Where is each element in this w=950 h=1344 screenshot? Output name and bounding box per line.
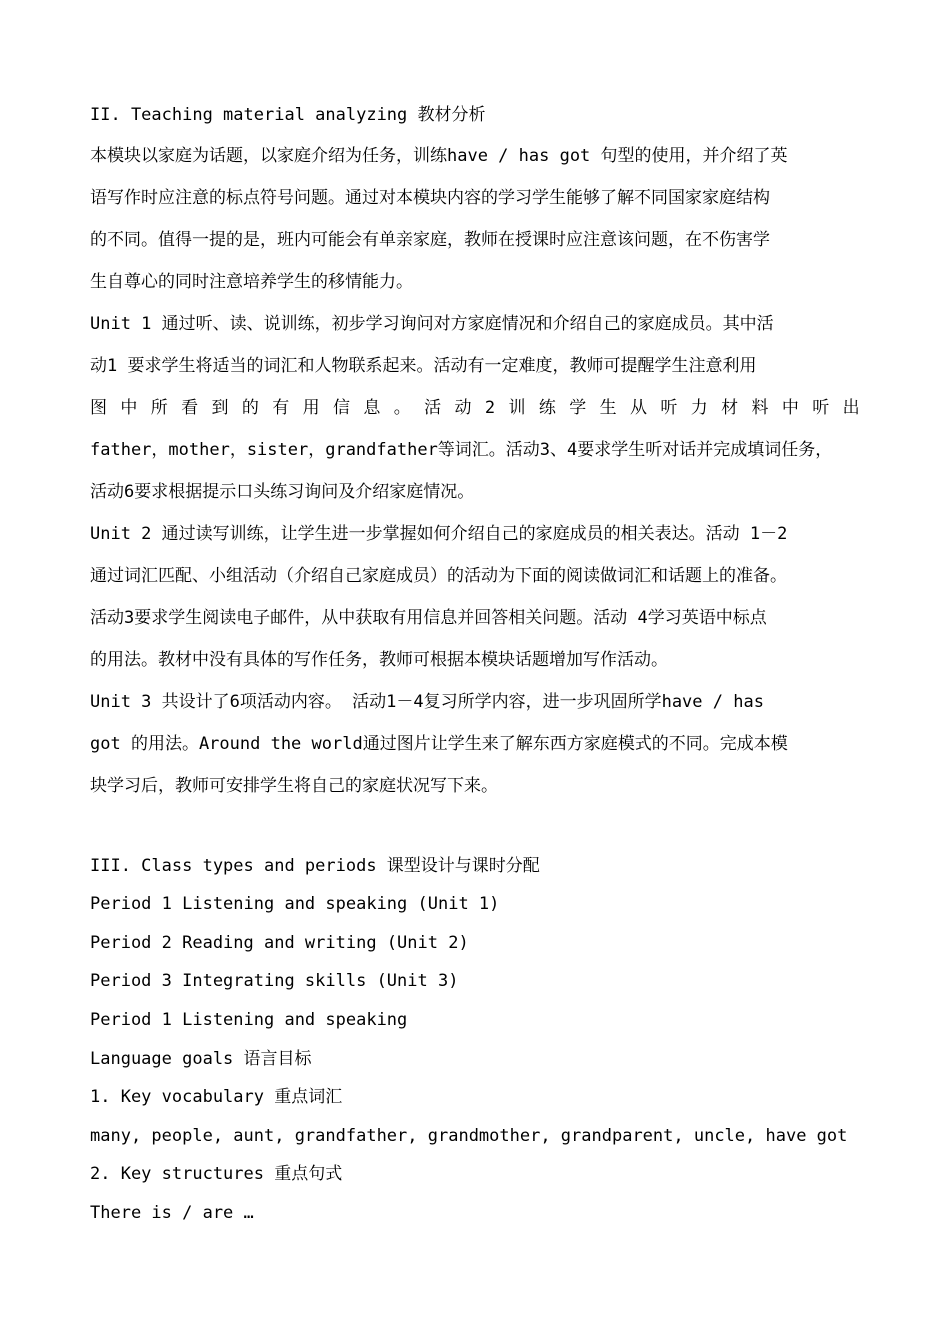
section-heading-teaching-material: II. Teaching material analyzing 教材分析 (90, 105, 486, 125)
justified-char: 材 (721, 397, 739, 418)
justified-char: 中 (120, 397, 138, 418)
justified-char: 学 (569, 397, 587, 418)
text-line: 动1 要求学生将适当的词汇和人物联系起来。活动有一定难度，教师可提醒学生注意利用 (90, 355, 757, 376)
text-line: 活动6要求根据提示口头练习询问及介绍家庭情况。 (90, 481, 475, 502)
text-line: 活动3要求学生阅读电子邮件，从中获取有用信息并回答相关问题。活动 4学习英语中标点 (90, 607, 767, 628)
justified-char: 到 (211, 397, 229, 418)
blank-line (90, 807, 860, 847)
text-line: 生自尊心的同时注意培养学生的移情能力。 (90, 271, 413, 292)
justified-char: 。 (393, 397, 411, 418)
text-line: 通过词汇匹配、小组活动（介绍自己家庭成员）的活动为下面的阅读做词汇和话题上的准备。 (90, 565, 787, 586)
justified-char: 中 (781, 397, 799, 418)
section-heading-class-types: III. Class types and periods 课型设计与课时分配 (90, 855, 540, 876)
justified-char: 练 (538, 397, 556, 418)
justified-char: 活 (424, 397, 442, 418)
justified-char: 从 (630, 397, 647, 418)
justified-char: 出 (842, 397, 860, 418)
justified-char: 息 (363, 397, 381, 418)
text-line: 的用法。教材中没有具体的写作任务，教师可根据本模块话题增加写作活动。 (90, 649, 668, 670)
text-line: Unit 1 通过听、读、说训练，初步学习询问对方家庭情况和介绍自己的家庭成员。其中活 (90, 313, 774, 334)
text-line: father，mother，sister，grandfather等词汇。活动3、4要求学生听对话并完成填词任务， (90, 439, 833, 460)
text-line: 的不同。值得一提的是，班内可能会有单亲家庭，教师在授课时应注意该问题，在不伤害学 (90, 229, 770, 250)
paragraph-module-overview (90, 135, 860, 303)
justified-char: 2 (484, 397, 496, 418)
key-vocabulary-heading: 1. Key vocabulary 重点词汇 (90, 1087, 343, 1108)
text-line-justified (90, 387, 860, 429)
text-line: 本模块以家庭为话题，以家庭介绍为任务，训练have / has got 句型的使用，并介绍了英 (90, 145, 788, 166)
key-vocabulary-list: many, people, aunt, grandfather, grandmother, grandparent, uncle, have got (90, 1125, 848, 1146)
justified-char: 料 (751, 397, 769, 418)
justified-char: 听 (660, 397, 678, 418)
period-title: Period 1 Listening and speaking (90, 1009, 408, 1030)
justified-char: 图 (90, 397, 107, 418)
justified-char: 所 (150, 397, 168, 418)
paragraph-unit1 (90, 303, 860, 513)
justified-char: 听 (812, 397, 830, 418)
justified-char: 有 (272, 397, 290, 418)
justified-char: 看 (181, 397, 199, 418)
language-goals-heading: Language goals 语言目标 (90, 1048, 312, 1069)
text-line: Unit 2 通过读写训练，让学生进一步掌握如何介绍自己的家庭成员的相关表达。活动 1－2 (90, 523, 788, 544)
period-list-item: Period 2 Reading and writing (Unit 2) (90, 932, 469, 953)
paragraph-unit3 (90, 681, 860, 807)
key-structures-heading: 2. Key structures 重点句式 (90, 1164, 343, 1185)
text-line: Unit 3 共设计了6项活动内容。 活动1－4复习所学内容，进一步巩固所学have / has (90, 691, 764, 712)
text-line: got 的用法。Around the world通过图片让学生来了解东西方家庭模式的不同。完成本模 (90, 733, 788, 754)
text-line: 块学习后，教师可安排学生将自己的家庭状况写下来。 (90, 775, 498, 796)
justified-char: 生 (599, 397, 617, 418)
key-structure-item: There is / are … (90, 1202, 254, 1223)
text-line: 语写作时应注意的标点符号问题。通过对本模块内容的学习学生能够了解不同国家家庭结构 (90, 187, 770, 208)
justified-char: 动 (454, 397, 472, 418)
justified-char: 的 (241, 397, 259, 418)
justified-char: 力 (690, 397, 708, 418)
period-list-item: Period 3 Integrating skills (Unit 3) (90, 971, 459, 992)
document-page (90, 96, 860, 1233)
period-list-item: Period 1 Listening and speaking (Unit 1) (90, 894, 500, 915)
justified-char: 训 (508, 397, 526, 418)
justified-char: 用 (302, 397, 320, 418)
paragraph-unit2 (90, 513, 860, 681)
justified-char: 信 (333, 397, 350, 418)
